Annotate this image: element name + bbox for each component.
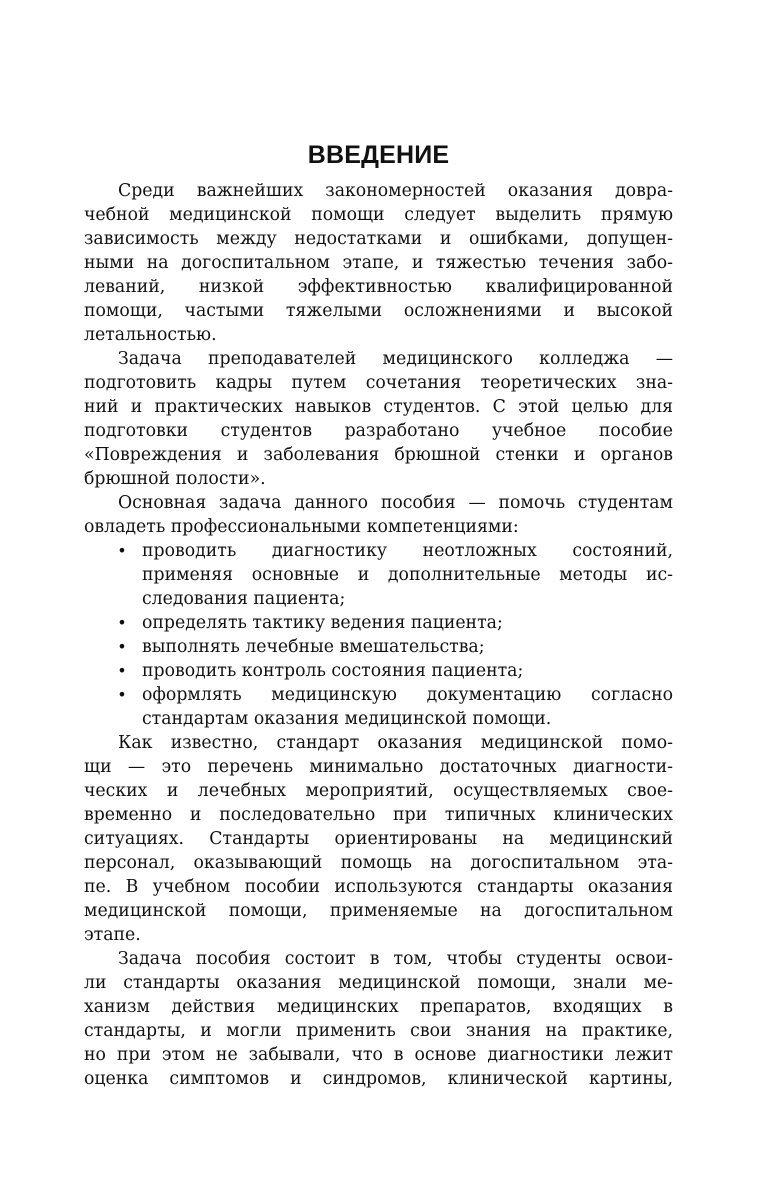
text-line: определять тактику ведения пациента;: [142, 613, 503, 633]
text-line: Задача преподавателей медицинского колледжа —: [118, 349, 673, 369]
text-line: но при этом не забывали, что в основе диагностики лежит: [84, 1045, 673, 1065]
text-line: ний и практических навыков студентов. С этой целью для: [84, 397, 673, 417]
text-line: Как известно, стандарт оказания медицинской помо-: [118, 733, 673, 753]
list-item: [84, 659, 673, 683]
text-line: стандартам оказания медицинской помощи.: [142, 709, 552, 729]
body-text: [84, 179, 673, 1091]
text-line: медицинской помощи, применяемые на догоспитальном: [84, 901, 673, 921]
text-line: овладеть профессиональными компетенциями:: [84, 517, 519, 537]
text-line: помощи, частыми тяжелыми осложнениями и высокой: [84, 301, 673, 321]
text-line: персонал, оказывающий помощь на догоспитальном эта-: [84, 853, 673, 873]
competency-list: [84, 539, 673, 731]
text-line: этапе.: [84, 925, 141, 945]
bullet-icon: •: [117, 685, 127, 704]
text-line: леваний, низкой эффективностью квалифицированной: [84, 277, 673, 297]
text-line: летальностью.: [84, 325, 217, 345]
paragraph-2: [84, 347, 673, 491]
text-line: Основная задача данного пособия — помочь студентам: [118, 493, 673, 513]
text-line: оформлять медицинскую документацию согласно: [142, 685, 673, 705]
bullet-icon: •: [117, 541, 127, 560]
text-line: ханизм действия медицинских препаратов, входящих в: [84, 997, 673, 1017]
list-item: [84, 611, 673, 635]
text-line: Среди важнейших закономерностей оказания довра-: [118, 181, 673, 201]
text-line: пе. В учебном пособии используются стандарты оказания: [84, 877, 673, 897]
bullet-icon: •: [117, 613, 127, 632]
text-line: оценка симптомов и синдромов, клинической картины,: [84, 1069, 673, 1089]
text-line: ситуациях. Стандарты ориентированы на медицинский: [84, 829, 673, 849]
text-line: следования пациента;: [142, 589, 346, 609]
text-line: «Повреждения и заболевания брюшной стенки и органов: [84, 445, 673, 465]
paragraph-4: [84, 731, 673, 947]
text-line: брюшной полости».: [84, 469, 266, 489]
bullet-icon: •: [117, 637, 127, 656]
text-line: зависимость между недостатками и ошибками, допущен-: [84, 229, 673, 249]
text-line: проводить контроль состояния пациента;: [142, 661, 524, 681]
text-line: ческих и лечебных мероприятий, осуществляемых свое-: [84, 781, 673, 801]
list-item: [84, 539, 673, 611]
text-line: Задача пособия состоит в том, чтобы студенты освои-: [118, 949, 673, 969]
text-line: ли стандарты оказания медицинской помощи, знали ме-: [84, 973, 673, 993]
text-line: чебной медицинской помощи следует выделить прямую: [84, 205, 673, 225]
list-item: [84, 683, 673, 731]
text-line: стандарты, и могли применить свои знания на практике,: [84, 1021, 673, 1041]
paragraph-5: [84, 947, 673, 1091]
text-line: подготовки студентов разработано учебное пособие: [84, 421, 673, 441]
text-line: временно и последовательно при типичных клинических: [84, 805, 673, 825]
list-item: [84, 635, 673, 659]
text-line: применяя основные и дополнительные методы ис-: [142, 565, 673, 585]
text-line: щи — это перечень минимально достаточных диагности-: [84, 757, 673, 777]
bullet-icon: •: [117, 661, 127, 680]
paragraph-3: [84, 491, 673, 539]
text-line: выполнять лечебные вмешательства;: [142, 637, 485, 657]
book-page: [84, 0, 673, 1182]
text-line: проводить диагностику неотложных состояний,: [142, 541, 673, 561]
text-line: ными на догоспитальном этапе, и тяжестью течения забо-: [84, 253, 673, 273]
text-line: подготовить кадры путем сочетания теоретических зна-: [84, 373, 673, 393]
section-title: ВВЕДЕНИЕ: [307, 141, 450, 169]
paragraph-1: [84, 179, 673, 347]
